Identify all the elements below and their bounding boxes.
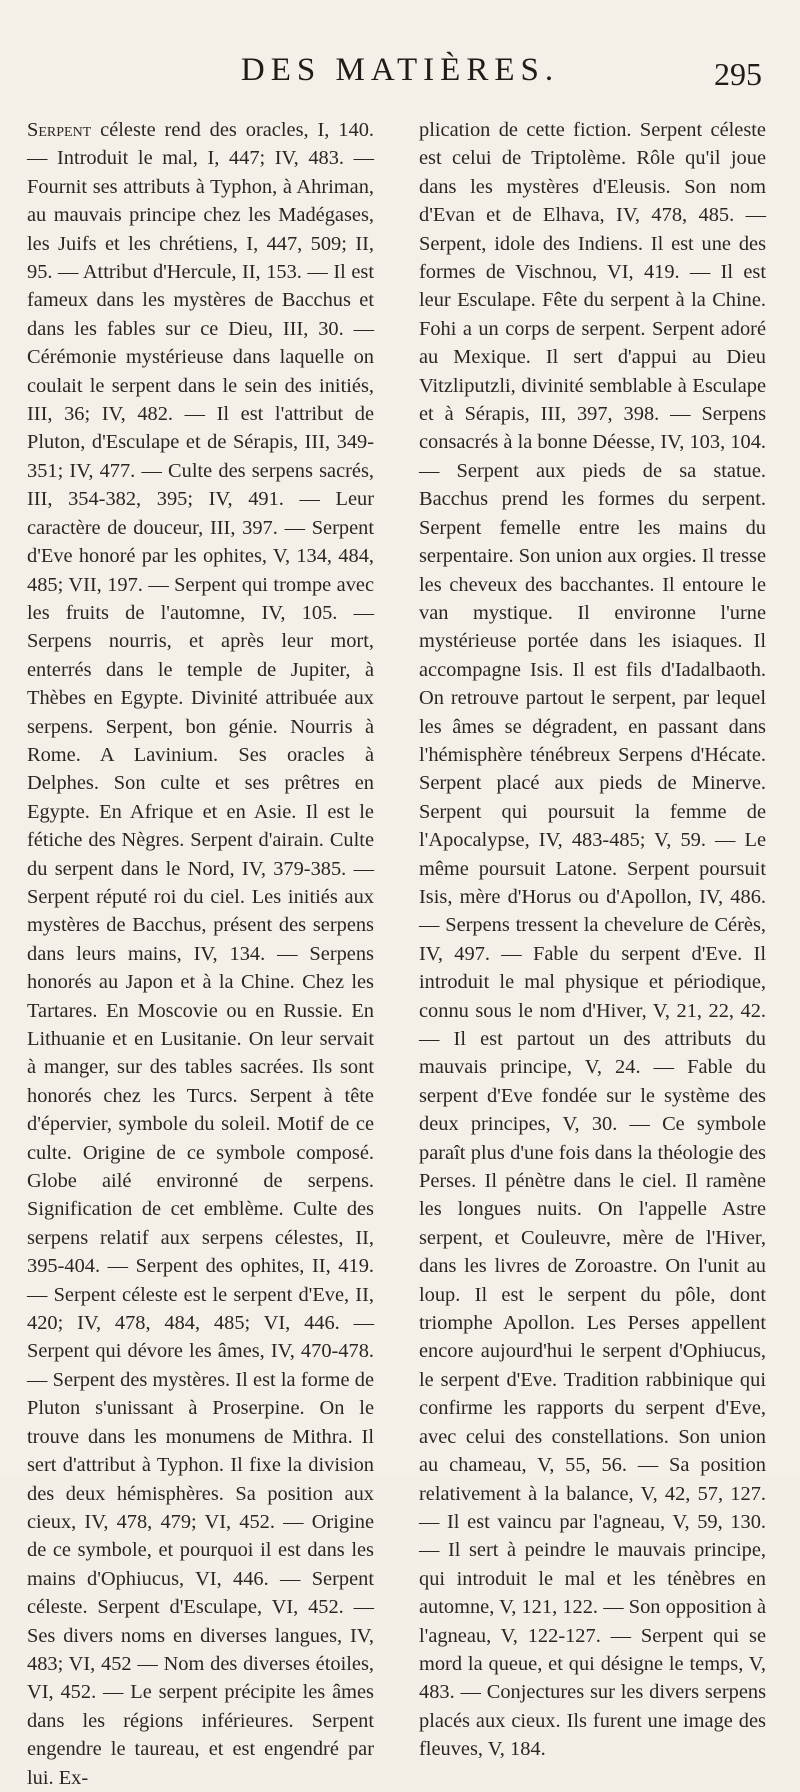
left-column-text: céleste rend des oracles, I, 140. — Introduit le mal, I, 447; IV, 483. — Fournit ses attributs à Typhon, à Ahriman, au mauvais principe chez les Madégases, les Juifs et les chrétiens, I, 447, 509; II, 95. — Attribut d'Hercule, II, 153. — Il est fameux dans les mystères de Bacchus et dans les fables sur ce Dieu, III, 30. — Cérémonie mystérieuse dans laquelle on coulait le serpent dans le sein des initiés, III, 36; IV, 482. — Il est l'attribut de Pluton, d'Esculape et de Sérapis, III, 349-351; IV, 477. — Culte des serpens sacrés, III, 354-382, 395; IV, 491. — Leur caractère de douceur, III, 397. — Serpent d'Eve honoré par les ophites, V, 134, 484, 485; VII, 197. — Serpent qui trompe avec les fruits de l'automne, IV, 105. — Serpens nourris, et après leur mort, enterrés dans le temple de Jupiter, à Thèbes en Egypte. Divinité attribuée aux serpens. Serpent, bon génie. Nourris à Rome. A Lavinium. Ses oracles à Delphes. Son culte et ses prêtres en Egypte. En Afrique et en Asie. Il est le fétiche des Nègres. Serpent d'airain. Culte du serpent dans le Nord, IV, 379-385. — Serpent réputé roi du ciel. Les initiés aux mystères de Bacchus, présent des serpens dans leurs mains, IV, 134. — Serpens honorés au Japon et à la Chine. Chez les Tartares. En Moscovie ou en Russie. En Lithuanie et en Lusitanie. On leur servait à manger, sur des tables sacrées. Ils sont honorés chez les Turcs. Serpent à tête d'épervier, symbole du soleil. Motif de ce culte. Origine de ce symbole composé. Globe ailé environné de serpens. Signification de cet emblème. Culte des serpens relatif aux serpens célestes, II, 395-404. — Serpent des ophites, II, 419. — Serpent céleste est le serpent d'Eve, II, 420; IV, 478, 484, 485; VI, 446. — Serpent qui dévore les âmes, IV, 470-478. — Serpent des mystères. Il est la forme de Pluton s'unissant à Proserpine. On le trouve dans les monumens de Mithra. Il sert d'attribut à Typhon. Il fixe la division des deux hémisphères. Sa position aux cieux, IV, 478, 479; VI, 452. — Origine de ce symbole, et pourquoi il est dans les mains d'Ophiucus, VI, 446. — Serpent céleste. Serpent d'Esculape, VI, 452. — Ses divers noms en diverses langues, IV, 483; VI, 452 — Nom des diverses étoiles, VI, 452. — Le serpent précipite les âmes dans les régions inférieures. Serpent engendre le taureau, et est engendré par lui. Ex- (27, 119, 374, 1789)
page-number: 295 (714, 56, 762, 92)
index-column-right (419, 116, 766, 1764)
running-title: DES MATIÈRES. (240, 52, 560, 88)
entry-headword: Serpent (27, 119, 92, 141)
index-column-left (27, 116, 374, 1792)
running-head (0, 52, 800, 102)
right-column-text: plication de cette fiction. Serpent céleste est celui de Triptolème. Rôle qu'il joue dans les mystères d'Eleusis. Son nom d'Evan et de Elhava, IV, 478, 485. — Serpent, idole des Indiens. Il est une des formes de Vischnou, VI, 419. — Il est leur Esculape. Fête du serpent à la Chine. Fohi a un corps de serpent. Serpent adoré au Mexique. Il sert d'appui au Dieu Vitzliputzli, divinité semblable à Esculape et à Sérapis, III, 397, 398. — Serpens consacrés à la bonne Déesse, IV, 103, 104. — Serpent aux pieds de sa statue. Bacchus prend les formes du serpent. Serpent femelle entre les mains du serpentaire. Son union aux orgies. Il tresse les cheveux des bacchantes. Il entoure le van mystique. Il environne l'urne mystérieuse portée dans les isiaques. Il accompagne Isis. Il est fils d'Iadalbaoth. On retrouve partout le serpent, par lequel les âmes se dégradent, en passant dans l'hémisphère ténébreux Serpens d'Hécate. Serpent placé aux pieds de Minerve. Serpent qui poursuit la femme de l'Apocalypse, IV, 483-485; V, 59. — Le même poursuit Latone. Serpent poursuit Isis, mère d'Horus ou d'Apollon, IV, 486. — Serpens tressent la chevelure de Cérès, IV, 497. — Fable du serpent d'Eve. Il introduit le mal physique et périodique, connu sous le nom d'Hiver, V, 21, 22, 42. — Il est partout un des attributs du mauvais principe, V, 24. — Fable du serpent d'Eve fondée sur le système des deux principes, V, 30. — Ce symbole paraît plus d'une fois dans la théologie des Perses. Il pénètre dans le ciel. Il ramène les longues nuits. On l'appelle Astre serpent, et Couleuvre, mère de l'Hiver, dans les livres de Zoroastre. On l'unit au loup. Il est le serpent du pôle, dont triomphe Apollon. Les Perses appellent encore aujourd'hui le serpent d'Ophiucus, le serpent d'Eve. Tradition rabbinique qui confirme les rapports du serpent d'Eve, avec celui des constellations. Son union au chameau, V, 55, 56. — Sa position relativement à la balance, V, 42, 57, 127. — Il est vaincu par l'agneau, V, 59, 130. — Il sert à peindre le mauvais principe, qui introduit le mal et les ténèbres en automne, V, 121, 122. — Son opposition à l'agneau, V, 122-127. — Serpent qui se mord la queue, et qui désigne le temps, V, 483. — Conjectures sur les divers serpens placés aux cieux. Ils furent une image des fleuves, V, 184. (419, 119, 766, 1761)
